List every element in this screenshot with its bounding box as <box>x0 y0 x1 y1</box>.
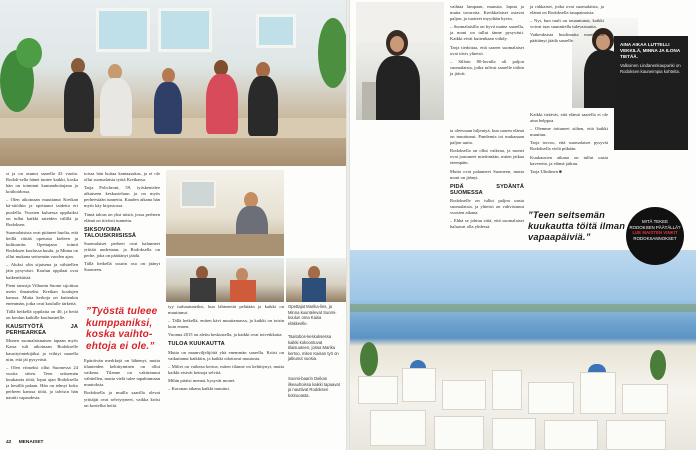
paragraph: ja rakkaiset, jotka ovat suomalaisia, ja elämä on Rodoksella tasapainoista. <box>530 4 604 16</box>
promo-badge <box>626 207 684 265</box>
paragraph: Mihin pitäisi mennä, kysyvät monet. <box>168 377 236 383</box>
left-column-3 <box>168 304 284 444</box>
cafe-photo <box>286 258 346 302</box>
paragraph: – Ehkä se johtuu siitä, että suomalaiset haluavat olla yhdessä. <box>450 218 524 230</box>
paragraph: Kaikki tietävät, että elämä saarella ei ole aina helppoa. <box>530 112 608 124</box>
left-column-1 <box>6 171 78 439</box>
paragraph: Mutta on maanviljelijöitä yhä enemmän saarella. Kriisi on vaikuttanut kaikkiin, ja kaikki odottavat muutosta. <box>168 349 284 361</box>
subheading: SIKSOVOIMA TALOUSKRIISISSÄ <box>84 226 137 239</box>
sidebar-heading: AINA AIKAA LUTTELLI VEKKILÄ, MINNA JA ILONA TIETÄÄ. <box>620 42 680 59</box>
paragraph: Vaikeuksista huolimatta moni on päättänyt jäädä saarelle. <box>530 32 604 44</box>
paragraph: – Silloin 80-luvulla oli paljon suomalaisia, jotka tulivat saarelle töihin ja jäivät. <box>450 58 524 76</box>
office-photo <box>166 170 284 256</box>
badge-line: MITÄ TEKEE <box>641 219 669 224</box>
paragraph: – Miltei on vaikeaa kertoa, miten tilanne on kehittynyt, mutta kaikki etsivät keinoja selvitä. <box>168 363 284 375</box>
harbour-photo <box>350 250 696 450</box>
paragraph: tyy turhautuneiksi, kun lähteneitä pelätään ja kaikki on muuttunut. <box>168 304 284 316</box>
byline: Tarja Ulinlinen ■ <box>530 168 562 174</box>
paragraph: Monen suomalaisnaisen tapaan myös Kaisa tuli aikoinaan Rodokselle kausityöntekijäksi ja viihtyi saarella niin, että jäi pysyvästi. <box>6 338 78 362</box>
paragraph: Rodoksella ja muilla saarilla olevat yrittäjät ovat selviytyneet, vaikka kriisi on koetellut heitä. <box>84 390 160 408</box>
paragraph: Epäröivän merkkejä on lähtenyt, mutta tilanteiden kehittyminen on ollut vaikeaa. Tilanne on vakiintunut vähitellen, mutta vielä tulee tapahtumaan muutoksia. <box>84 358 160 388</box>
page-number: 42 <box>6 440 12 445</box>
paragraph: – Suomalaisilla on hyvä maine saarella, ja moni on tullut tänne pysyvästi. Kaikki eivät kuitenkaan viihdy. <box>450 24 524 42</box>
left-column-2-continued <box>84 358 160 442</box>
paragraph: Rodokselle on tullut paljon uusia suomalaisia, ja yhteisö on vahvistunut vuosien aikana. <box>450 197 524 216</box>
page-folio <box>6 440 43 445</box>
paragraph: Suomalaisista ovat pitäneet huolta, että heillä riittää opetusta kieleen ja kulttuuriin. Opettajana toimii Rodoksen koulussa kuulu, ja Minna on ollut mukana seitsemän vuoden ajan. <box>6 229 78 260</box>
portrait-photo <box>356 2 444 120</box>
paragraph: Pieni tanssija Vilhonin Suomi sijoittuu usein ilmaiseksi Kreikan koulujen kanssa. Muita kerhoja on kuitenkin enemmän, jotka ovat koululle tärkeitä. <box>6 282 78 306</box>
sidebar-box <box>614 36 688 150</box>
paragraph: ia oleessaan hiljentyä, kun saaren elämä on muuttunut. Pandemia toi mukanaan paljon uutta. <box>450 128 524 146</box>
left-page <box>0 0 346 450</box>
paragraph: Muita ovat palanneet Suomeen, mutta moni on jäänyt. <box>450 168 524 180</box>
magazine-name: MENAISET <box>18 440 44 445</box>
right-column-3 <box>530 4 604 124</box>
photo-caption: Suomi-baarin Deikan ilkeauhoissa kaikki tapaavat ja nauttivat Rodoksen kotiruoasta. <box>288 376 340 398</box>
pull-quote: ”Teen seitsemän kuukautta töitä ilman vapaapäiviä.” <box>528 210 626 242</box>
subheading: PIDÄ SYDÄNTÄ SUOMESSA <box>450 183 524 196</box>
photo-caption: Opettajat Marika-lies, ja Minna kuuntelevat Suomi-koulun oma Kaisa eläkkeelle. <box>288 304 337 326</box>
right-column-2 <box>450 128 524 248</box>
paragraph: – Aluksi olin sijaisena ja vähitellen jäin pysyvästi. Koulun oppilaat ovat kaikenikäisiä. <box>6 262 78 280</box>
paragraph: Tarja toivoo, että suomalaiset pysyvät Rodoksella vielä pitkään. <box>530 140 608 152</box>
subheading: TULOA KUUKAUTTA <box>168 341 225 348</box>
paragraph: – Koronan aikana kaikki muuttui. <box>168 386 230 392</box>
paragraph: Rodoksella on ollut vaikeaa, ja monet ovat joutuneet miettimään, miten jatkaa eteenpäin. <box>450 148 524 166</box>
classroom-photo <box>0 0 346 166</box>
right-column-4 <box>530 112 608 204</box>
paragraph: – Olemme tottuneet siihen, että kaikki muuttuu. <box>530 126 608 138</box>
pull-quote: ”Työstä tuleee kumppaniksi, koska vaihto-ehtoja ei ole.” <box>86 306 158 352</box>
paragraph: toissa hän hoitaa kantaasukas, ja ei ole ollut suomalaista työtä Kreikassa. <box>84 171 160 183</box>
paragraph: Tarja tiedottaa, että saaren suomalaiset ovat tiivis yhteisö. <box>450 44 524 56</box>
paragraph: – Nyt, kun tuuli on tasaantunut, kaikki voivat taas suunnitella tulevaisuutta. <box>530 18 604 30</box>
paragraph: Tämä talous on yksi niistä, jossa perheen elämä on tiiviisti tunnettu. <box>84 211 160 223</box>
paragraph: Tällä hetkellä oppilaita on 40, ja heitä on koulun kaikille kouluasteille. <box>6 308 78 321</box>
photo-caption: Tsaitobos-keskuksessa kaikki kokoontuvat tilaisuuteen, jossa Marika kertoo, miten Kaisan työ on jatkunut vuosia. <box>288 334 339 362</box>
right-column-1 <box>450 4 524 126</box>
paragraph: – Olen viimeksi ollut Suomessa 24 vuotta sitten. Teen seitsemän kuukautta töitä, loput ajan Rodoksella ja kesällä palaan. Hän on tehnyt koko perheen kanssa töitä, ja talvisin hän nauttii vapaudesta. <box>6 364 78 401</box>
group-photo <box>166 258 284 302</box>
paragraph: Suomalaiset perheet ovat halunneet yrittää uudestaan, ja Rodoksella on perhe, joka on päättänyt jäädä. <box>84 240 160 259</box>
paragraph: Kuukausien aikana on tullut uusia kavereita, ja elämä jatkuu. <box>530 154 608 166</box>
badge-line: RODOKSEN PÄÄTÄLLÄ? <box>629 224 681 230</box>
paragraph: – Olen aikoinaan muuttanut Kreikan kä-sitöihin ja opettanut taidetta eri puolella. Vuosien kuluessa oppilaiksi on tullut kaikki sateiden välillä ja Rodoksen. <box>6 197 78 227</box>
paragraph: – Tällä hetkellä, eniten kävi muuttamassa, ja kaikki on toisin kuin ennen. <box>168 318 284 330</box>
paragraph: si ja on asunut saarella 43 vuotta. Rodok-sella hänet tuntee kaikki, koska hän on toiminut kunnanhoitajana ja kotihoidossa. <box>6 171 78 195</box>
badge-line: RODOKSANNOKSET <box>633 235 677 241</box>
paragraph: Tällä hetkellä suurin osa on jäänyt Suomeen. <box>84 261 160 273</box>
badge-accent: LUE MAISTEN VINKIT <box>632 230 678 236</box>
paragraph: Vuonna 2015 on alettu keskustella, ja kaikki ovat toiveikkaita. <box>168 332 283 338</box>
paragraph: vaihtaa lampaan, maustia, lapsia ja muita tavaroita. Kreikkalaiset ostavat paljon, ja tuotteet myydään hyvin. <box>450 4 524 22</box>
paragraph: Tarja Polichroni, 59, työskentelee aikuiseen keskusteluun ja on myös perheestään tunnettu. Kauden aikana hän myös käy kirjastossa. <box>84 185 160 209</box>
subheading: KAUSITYÖTÄ JA PERHEARKEA <box>6 324 78 337</box>
sidebar-body: Valkoinen Lindanenkaupunki on Rodoksen kauneimpia kohteita. <box>620 63 681 74</box>
